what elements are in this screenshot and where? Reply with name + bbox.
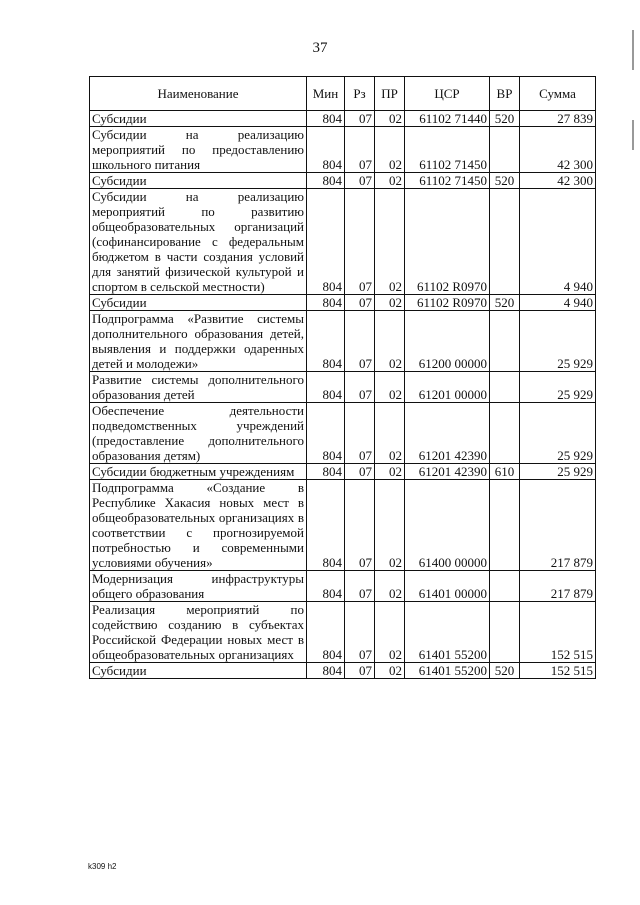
header-name: Наименование: [90, 77, 307, 111]
cell-vr: [490, 127, 520, 173]
table-body: [90, 111, 596, 679]
cell-min: 804: [307, 127, 345, 173]
cell-name: Подпрограмма «Создание в Республике Хакасия новых мест в общеобразовательных организациях в соответствии с прогнозируемой потребностью и современными условиями обучения»: [90, 480, 307, 571]
cell-pr: 02: [375, 663, 405, 679]
cell-csr: 61401 55200: [405, 602, 490, 663]
cell-vr: [490, 403, 520, 464]
cell-sum: 42 300: [520, 127, 596, 173]
table-row: [90, 295, 596, 311]
cell-name: Модернизация инфраструктуры общего образования: [90, 571, 307, 602]
cell-sum: 25 929: [520, 403, 596, 464]
cell-rz: 07: [345, 311, 375, 372]
cell-csr: 61102 R0970: [405, 295, 490, 311]
cell-min: 804: [307, 663, 345, 679]
table-row: [90, 480, 596, 571]
cell-sum: 217 879: [520, 571, 596, 602]
cell-name: Субсидии: [90, 173, 307, 189]
cell-min: 804: [307, 403, 345, 464]
cell-min: 804: [307, 173, 345, 189]
cell-pr: 02: [375, 295, 405, 311]
cell-rz: 07: [345, 403, 375, 464]
cell-min: 804: [307, 464, 345, 480]
table-row: [90, 111, 596, 127]
cell-vr: 520: [490, 111, 520, 127]
cell-vr: [490, 311, 520, 372]
cell-min: 804: [307, 571, 345, 602]
table-row: [90, 464, 596, 480]
cell-csr: 61401 55200: [405, 663, 490, 679]
cell-sum: 152 515: [520, 663, 596, 679]
cell-pr: 02: [375, 571, 405, 602]
table-row: [90, 403, 596, 464]
cell-name: Субсидии бюджетным учреждениям: [90, 464, 307, 480]
cell-vr: [490, 602, 520, 663]
cell-csr: 61201 42390: [405, 464, 490, 480]
cell-name: Субсидии: [90, 111, 307, 127]
cell-rz: 07: [345, 127, 375, 173]
cell-rz: 07: [345, 480, 375, 571]
cell-pr: 02: [375, 311, 405, 372]
header-rz: Рз: [345, 77, 375, 111]
cell-pr: 02: [375, 403, 405, 464]
cell-vr: 520: [490, 173, 520, 189]
cell-csr: 61201 42390: [405, 403, 490, 464]
cell-vr: [490, 189, 520, 295]
cell-sum: 27 839: [520, 111, 596, 127]
table-row: [90, 372, 596, 403]
cell-rz: 07: [345, 663, 375, 679]
cell-min: 804: [307, 480, 345, 571]
table-header: [90, 77, 596, 111]
cell-csr: 61401 00000: [405, 571, 490, 602]
header-pr: ПР: [375, 77, 405, 111]
cell-sum: 25 929: [520, 311, 596, 372]
cell-csr: 61102 R0970: [405, 189, 490, 295]
cell-name: Обеспечение деятельности подведомственных учреждений (предоставление дополнительного образования детям): [90, 403, 307, 464]
cell-csr: 61201 00000: [405, 372, 490, 403]
cell-min: 804: [307, 372, 345, 403]
cell-sum: 4 940: [520, 295, 596, 311]
cell-csr: 61102 71450: [405, 173, 490, 189]
header-sum: Сумма: [520, 77, 596, 111]
cell-min: 804: [307, 111, 345, 127]
cell-csr: 61102 71440: [405, 111, 490, 127]
cell-pr: 02: [375, 189, 405, 295]
cell-name: Субсидии: [90, 295, 307, 311]
cell-vr: [490, 571, 520, 602]
cell-rz: 07: [345, 372, 375, 403]
cell-rz: 07: [345, 189, 375, 295]
cell-csr: 61102 71450: [405, 127, 490, 173]
table-row: [90, 663, 596, 679]
cell-pr: 02: [375, 602, 405, 663]
cell-rz: 07: [345, 464, 375, 480]
cell-min: 804: [307, 311, 345, 372]
cell-pr: 02: [375, 111, 405, 127]
cell-sum: 217 879: [520, 480, 596, 571]
cell-sum: 42 300: [520, 173, 596, 189]
budget-table: [89, 76, 596, 679]
table-row: [90, 311, 596, 372]
cell-sum: 25 929: [520, 464, 596, 480]
cell-rz: 07: [345, 111, 375, 127]
header-vr: ВР: [490, 77, 520, 111]
cell-min: 804: [307, 295, 345, 311]
cell-name: Реализация мероприятий по содействию созданию в субъектах Российской Федерации новых мест в общеобразовательных организациях: [90, 602, 307, 663]
cell-csr: 61400 00000: [405, 480, 490, 571]
page-number: 37: [312, 40, 328, 56]
table-row: [90, 173, 596, 189]
cell-sum: 4 940: [520, 189, 596, 295]
footer-code: k309 h2: [88, 862, 117, 871]
cell-name: Субсидии на реализацию мероприятий по предоставлению школьного питания: [90, 127, 307, 173]
table-row: [90, 602, 596, 663]
cell-pr: 02: [375, 173, 405, 189]
header-csr: ЦСР: [405, 77, 490, 111]
cell-rz: 07: [345, 571, 375, 602]
cell-pr: 02: [375, 464, 405, 480]
cell-sum: 152 515: [520, 602, 596, 663]
cell-pr: 02: [375, 127, 405, 173]
cell-name: Подпрограмма «Развитие системы дополнительного образования детей, выявления и поддержки одаренных детей и молодежи»: [90, 311, 307, 372]
cell-vr: 610: [490, 464, 520, 480]
scan-edge-mark: [632, 30, 634, 70]
cell-vr: 520: [490, 663, 520, 679]
cell-vr: 520: [490, 295, 520, 311]
cell-sum: 25 929: [520, 372, 596, 403]
scan-edge-mark: [632, 120, 634, 150]
cell-name: Субсидии на реализацию мероприятий по развитию общеобразовательных организаций (софинансирование с федеральным бюджетом в части создания условий для занятий физической культурой и спортом в сельской местности): [90, 189, 307, 295]
cell-pr: 02: [375, 480, 405, 571]
cell-rz: 07: [345, 602, 375, 663]
cell-vr: [490, 480, 520, 571]
header-min: Мин: [307, 77, 345, 111]
cell-pr: 02: [375, 372, 405, 403]
cell-min: 804: [307, 602, 345, 663]
cell-name: Субсидии: [90, 663, 307, 679]
table-row: [90, 189, 596, 295]
cell-rz: 07: [345, 173, 375, 189]
cell-name: Развитие системы дополнительного образования детей: [90, 372, 307, 403]
cell-vr: [490, 372, 520, 403]
table-row: [90, 127, 596, 173]
table-row: [90, 571, 596, 602]
cell-csr: 61200 00000: [405, 311, 490, 372]
cell-rz: 07: [345, 295, 375, 311]
cell-min: 804: [307, 189, 345, 295]
